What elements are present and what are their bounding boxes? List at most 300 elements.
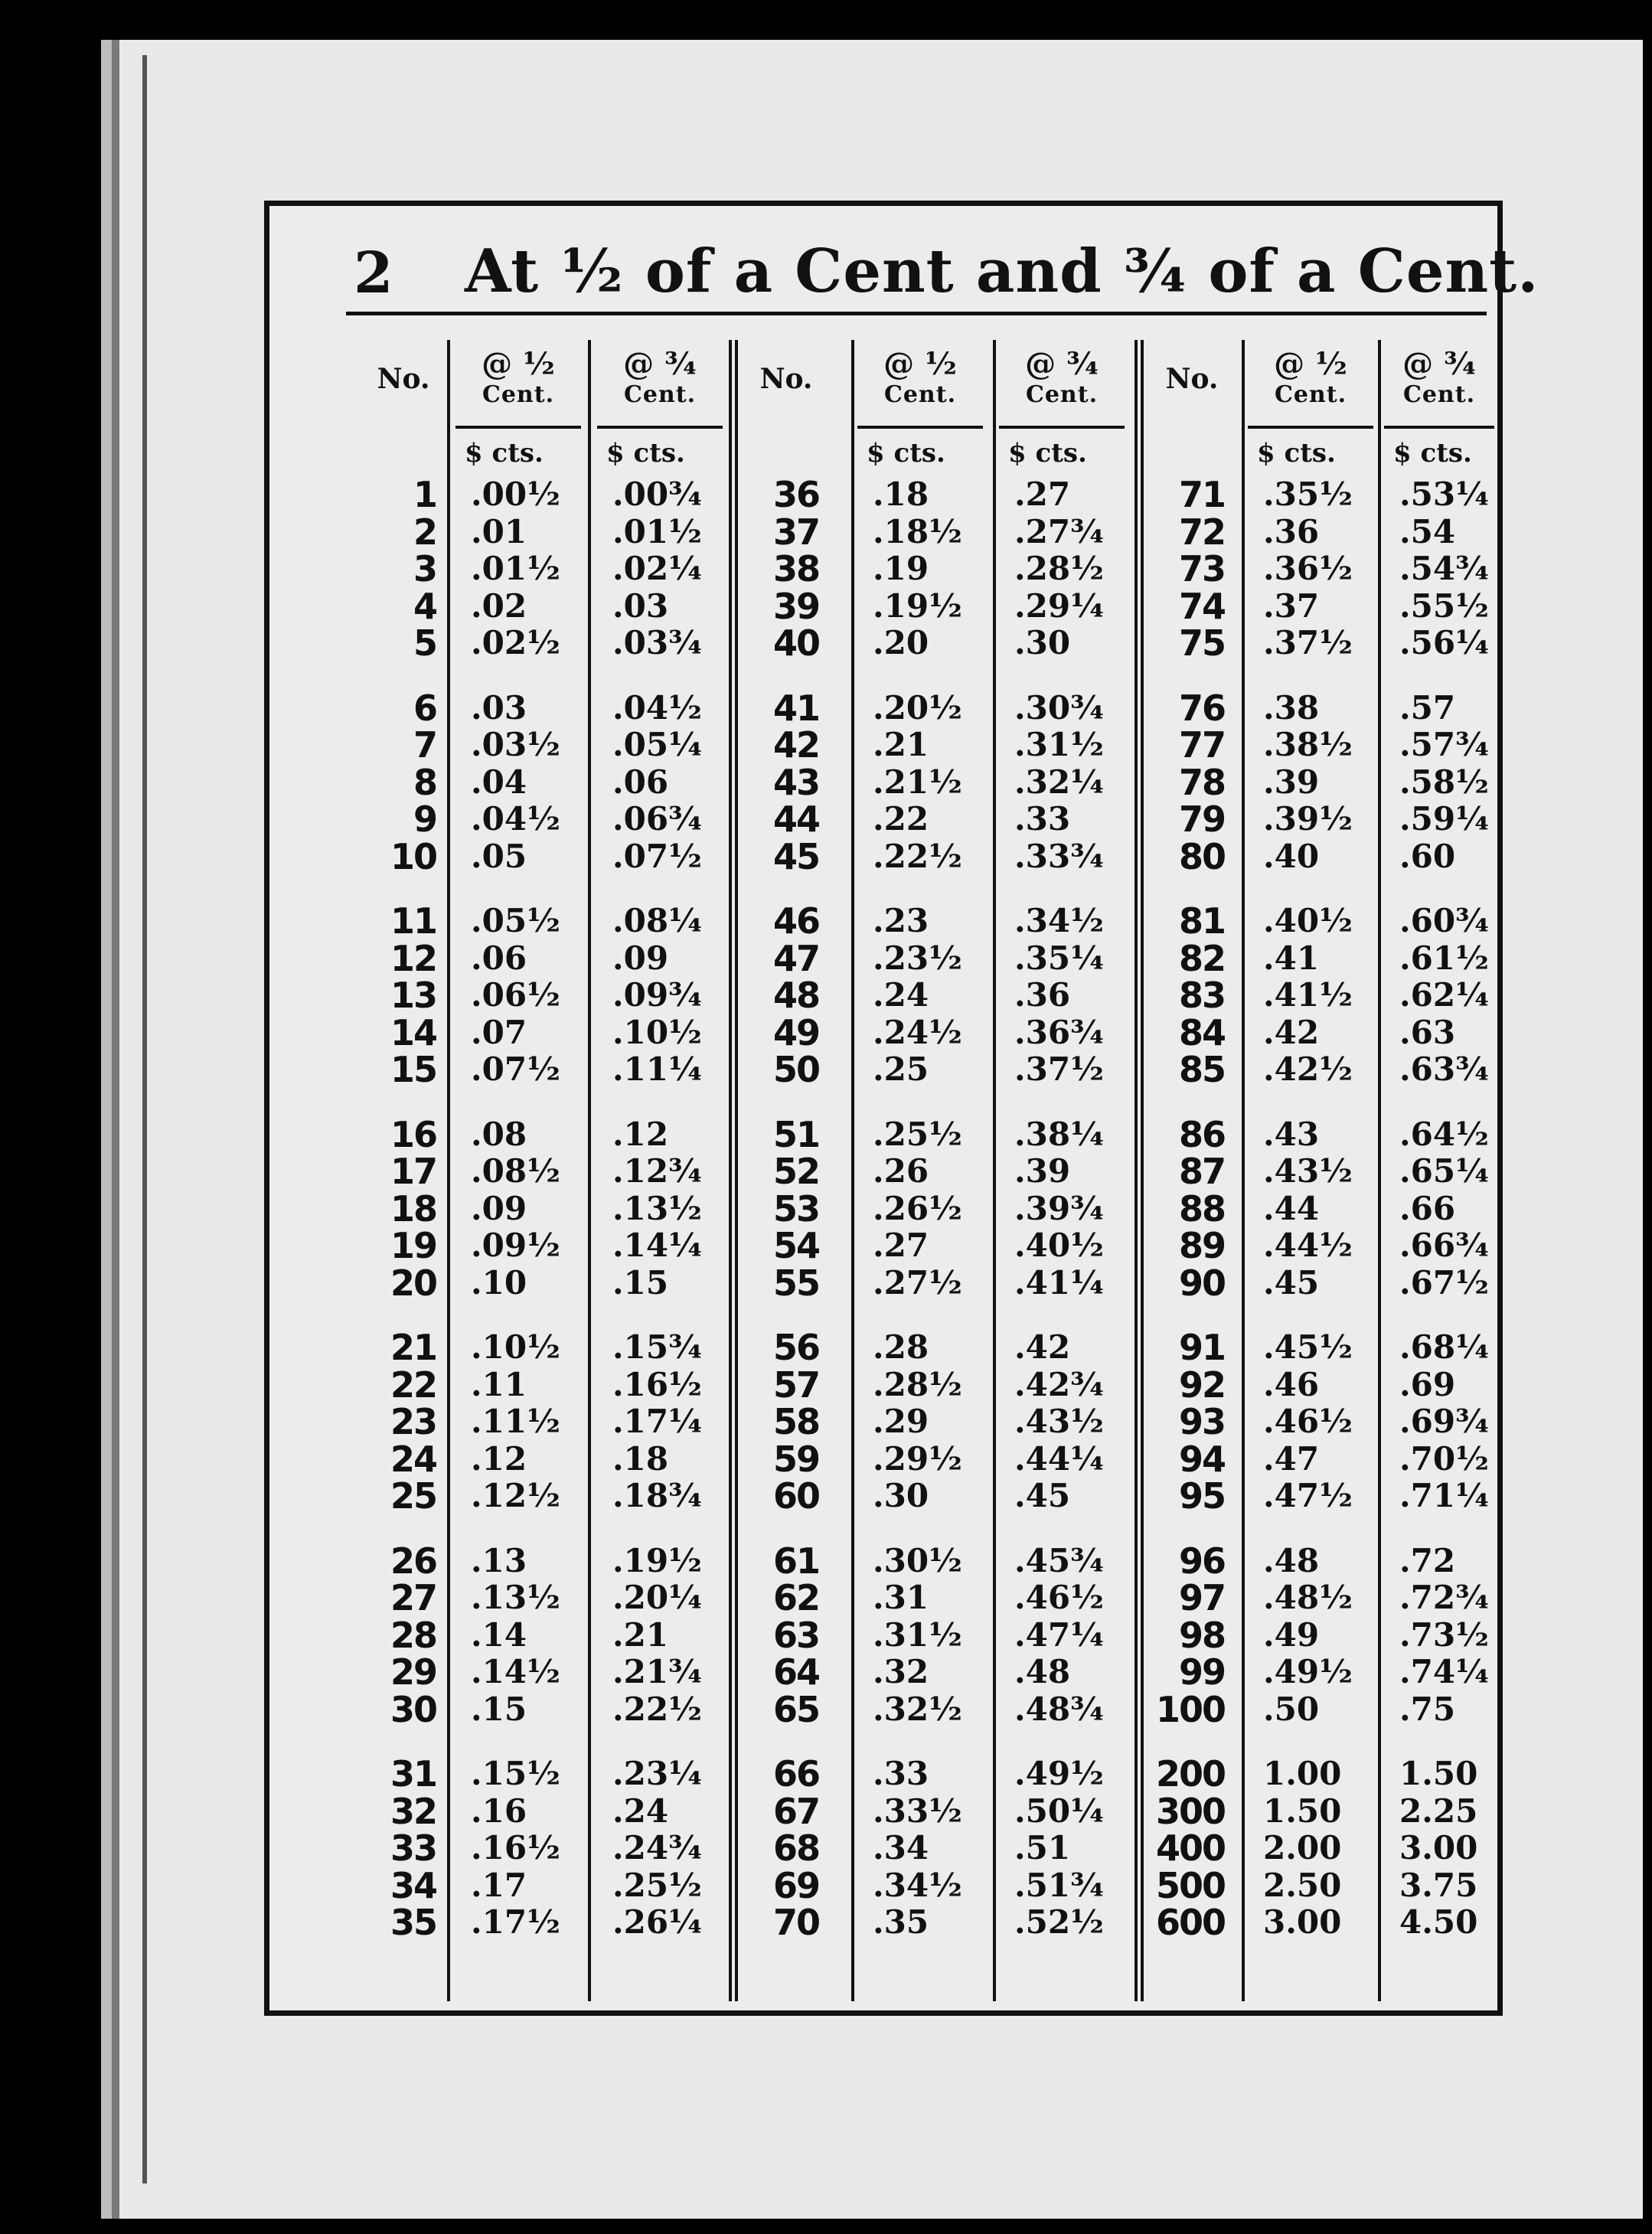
half-cent-value: .24: [873, 976, 929, 1014]
half-cent-header-at: @ ½: [482, 346, 555, 382]
unit-label: $ cts.: [465, 438, 544, 469]
row-block: [851, 1756, 989, 1942]
row-block: [354, 1113, 453, 1304]
row-block: [354, 476, 453, 662]
row-block: [591, 903, 729, 1089]
row-number: 71: [1178, 474, 1225, 515]
half-cent-value: .19½: [873, 586, 962, 625]
three-quarter-cent-header: [1378, 340, 1500, 428]
row-block: [993, 690, 1131, 876]
three-quarter-cent-column: [1378, 340, 1500, 1994]
row-number: 66: [772, 1753, 819, 1795]
row-number: 95: [1178, 1475, 1225, 1517]
row-block: [1142, 1540, 1242, 1730]
half-cent-value: .13½: [471, 1579, 560, 1616]
row-number: 78: [1178, 761, 1225, 803]
three-quarter-cent-value: .52½: [1014, 1903, 1104, 1941]
three-quarter-cent-value: .57: [1399, 688, 1456, 727]
row-number: 27: [390, 1577, 436, 1618]
half-cent-value: .02: [471, 586, 527, 625]
three-quarter-cent-value: .67½: [1399, 1263, 1489, 1302]
row-block: [851, 476, 989, 662]
half-cent-value: .48½: [1263, 1579, 1353, 1616]
row-number: 60: [772, 1475, 819, 1517]
row-number: 65: [772, 1688, 819, 1730]
row-number: 9: [413, 799, 436, 840]
three-quarter-cent-value: .15: [612, 1263, 669, 1302]
half-cent-value: .40½: [1263, 902, 1353, 939]
half-cent-value: .10: [471, 1263, 527, 1302]
row-number: 69: [772, 1864, 819, 1906]
half-cent-value: .05: [471, 837, 527, 875]
row-number: 18: [390, 1187, 436, 1230]
row-block: [591, 1756, 729, 1942]
row-block: [1142, 1113, 1242, 1304]
row-number: 13: [390, 975, 436, 1016]
row-number: 8: [413, 761, 436, 803]
row-number: 51: [772, 1113, 819, 1155]
half-cent-value: .31: [873, 1579, 929, 1616]
row-number: 92: [1178, 1364, 1225, 1406]
three-quarter-cent-value: .27: [1014, 475, 1071, 513]
half-cent-value: .21: [873, 726, 929, 763]
three-quarter-cent-value: .21: [612, 1615, 669, 1654]
half-cent-value: .46: [1263, 1365, 1320, 1403]
row-number: 22: [390, 1364, 436, 1406]
number-header: No.: [1165, 363, 1219, 395]
half-cent-value: .46½: [1263, 1403, 1353, 1440]
row-number: 74: [1178, 585, 1225, 627]
row-number: 5: [413, 622, 436, 664]
row-number: 4: [413, 585, 436, 627]
half-cent-value: .19: [873, 550, 929, 587]
row-number: 91: [1178, 1327, 1225, 1368]
row-number: 44: [772, 799, 819, 840]
row-number: 80: [1178, 835, 1225, 877]
half-cent-column: [851, 340, 989, 1994]
three-quarter-cent-value: .26¼: [612, 1903, 702, 1941]
three-quarter-cent-value: .66: [1399, 1189, 1456, 1227]
half-cent-value: .48: [1263, 1541, 1320, 1579]
unit-label: $ cts.: [1008, 438, 1087, 469]
row-number: 2: [413, 511, 436, 553]
row-block: [449, 1756, 587, 1942]
row-number: 81: [1178, 900, 1225, 942]
three-quarter-cent-value: .38¼: [1014, 1115, 1104, 1153]
three-quarter-cent-value: .35¼: [1014, 939, 1104, 977]
row-block: [1142, 1329, 1242, 1515]
half-cent-value: .33: [873, 1755, 929, 1792]
half-cent-value: .15: [471, 1690, 527, 1728]
half-cent-value: .09½: [471, 1226, 560, 1264]
half-cent-value: .15½: [471, 1755, 560, 1792]
row-number: 76: [1178, 687, 1225, 729]
row-block: [993, 476, 1131, 662]
three-quarter-cent-value: .18¾: [612, 1477, 702, 1514]
row-number: 43: [772, 761, 819, 803]
three-quarter-cent-value: 3.00: [1399, 1829, 1478, 1867]
three-quarter-cent-value: .45¾: [1014, 1541, 1104, 1579]
row-number: 24: [390, 1438, 436, 1480]
half-cent-header: [1242, 340, 1379, 428]
three-quarter-cent-value: .02¼: [612, 550, 702, 587]
row-number: 86: [1178, 1113, 1225, 1155]
header-rule: [1248, 426, 1373, 429]
half-cent-value: .27½: [873, 1263, 962, 1302]
row-block: [1142, 476, 1242, 662]
row-block: [591, 476, 729, 662]
row-block: [449, 690, 587, 876]
row-block: [851, 1543, 989, 1729]
row-number: 61: [772, 1540, 819, 1582]
row-block: [736, 1329, 836, 1515]
number-header: No.: [759, 363, 813, 395]
three-quarter-cent-value: .53¼: [1399, 475, 1489, 513]
half-cent-value: .42½: [1263, 1050, 1353, 1088]
row-number: 10: [390, 835, 436, 877]
header-rule: [597, 426, 723, 429]
three-quarter-cent-value: .03¾: [612, 624, 702, 661]
three-quarter-cent-value: .55½: [1399, 586, 1489, 625]
row-number: 62: [772, 1577, 819, 1618]
page-edge: [142, 55, 147, 2183]
three-quarter-cent-value: .66¾: [1399, 1226, 1489, 1264]
row-number: 82: [1178, 937, 1225, 979]
three-quarter-cent-value: .25½: [612, 1866, 702, 1904]
row-block: [1142, 687, 1242, 877]
row-block: [449, 1329, 587, 1515]
three-quarter-cent-value: .19½: [612, 1541, 702, 1579]
row-number: 52: [772, 1151, 819, 1192]
half-cent-header-at: @ ½: [883, 346, 957, 382]
number-column: [1142, 340, 1242, 1994]
half-cent-value: .12: [471, 1439, 527, 1478]
row-number: 21: [390, 1327, 436, 1368]
row-number: 46: [772, 900, 819, 942]
row-number: 87: [1178, 1151, 1225, 1192]
unit-label: $ cts.: [606, 438, 685, 469]
half-cent-value: 2.00: [1263, 1829, 1342, 1867]
table-group-1: [354, 340, 736, 1994]
half-cent-value: .14: [471, 1615, 527, 1654]
three-quarter-cent-value: .59¼: [1399, 800, 1489, 838]
three-quarter-cent-value: .29¼: [1014, 586, 1104, 625]
row-number: 14: [390, 1011, 436, 1053]
half-cent-value: .38½: [1263, 726, 1353, 763]
half-cent-value: .40: [1263, 837, 1320, 875]
half-cent-value: .10½: [471, 1328, 560, 1366]
three-quarter-cent-cells: [993, 476, 1131, 1969]
row-block: [591, 1116, 729, 1302]
row-number: 32: [390, 1790, 436, 1832]
half-cent-value: .49½: [1263, 1653, 1353, 1690]
three-quarter-cent-value: .69: [1399, 1365, 1456, 1403]
row-block: [736, 476, 836, 662]
row-number: 64: [772, 1651, 819, 1693]
row-number: 19: [390, 1225, 436, 1266]
three-quarter-cent-value: .60¾: [1399, 902, 1489, 939]
row-block: [1242, 903, 1379, 1089]
three-quarter-cent-value: .75: [1399, 1690, 1456, 1728]
row-number: 63: [772, 1614, 819, 1656]
row-block: [993, 903, 1131, 1089]
half-cent-header-at: @ ½: [1274, 346, 1347, 382]
half-cent-value: .36: [1263, 512, 1320, 550]
half-cent-value: .30½: [873, 1541, 962, 1579]
row-number: 77: [1178, 724, 1225, 766]
row-block: [591, 690, 729, 876]
row-number: 84: [1178, 1011, 1225, 1053]
half-cent-value: 3.00: [1263, 1903, 1342, 1941]
row-number: 37: [772, 511, 819, 553]
three-quarter-cent-value: .68¼: [1399, 1328, 1489, 1366]
row-block: [1242, 690, 1379, 876]
page-number: 2: [354, 240, 393, 306]
three-quarter-cent-value: .01½: [612, 512, 702, 550]
row-number: 11: [390, 900, 436, 942]
three-quarter-cent-header-at: @ ¾: [623, 346, 697, 382]
row-block: [851, 690, 989, 876]
three-quarter-cent-value: .36: [1014, 976, 1071, 1014]
half-cent-value: .35½: [1263, 475, 1353, 513]
half-cent-value: .34½: [873, 1866, 962, 1904]
row-block: [1378, 476, 1500, 662]
half-cent-value: .03½: [471, 726, 560, 763]
row-number: 45: [772, 835, 819, 877]
half-cent-value: .22: [873, 800, 929, 838]
half-cent-value: .00½: [471, 475, 560, 513]
three-quarter-cent-value: .73½: [1399, 1615, 1489, 1654]
three-quarter-cent-value: .57¾: [1399, 726, 1489, 763]
half-cent-value: .05½: [471, 902, 560, 939]
half-cent-value: .47½: [1263, 1477, 1353, 1514]
half-cent-column: [1242, 340, 1379, 1994]
three-quarter-cent-value: .15¾: [612, 1328, 702, 1366]
three-quarter-cent-header-cent: Cent.: [623, 381, 697, 408]
three-quarter-cent-value: .62¼: [1399, 976, 1489, 1014]
half-cent-value: .47: [1263, 1439, 1320, 1478]
three-quarter-cent-value: 3.75: [1399, 1866, 1478, 1904]
row-block: [993, 1756, 1131, 1942]
page-title: At ½ of a Cent and ¾ of a Cent.: [465, 237, 1539, 306]
row-number: 28: [390, 1614, 436, 1656]
table-frame: [264, 201, 1539, 2016]
row-number: 83: [1178, 975, 1225, 1016]
row-number: 54: [772, 1225, 819, 1266]
row-number: 17: [390, 1151, 436, 1192]
half-cent-value: .37: [1263, 586, 1320, 625]
row-block: [354, 900, 453, 1090]
half-cent-value: .30: [873, 1477, 929, 1514]
three-quarter-cent-value: 2.25: [1399, 1791, 1478, 1830]
row-block: [851, 1329, 989, 1515]
half-cent-value: .27: [873, 1226, 929, 1264]
row-block: [591, 1329, 729, 1515]
half-cent-value: .41: [1263, 939, 1320, 977]
three-quarter-cent-value: 4.50: [1399, 1903, 1478, 1941]
three-quarter-cent-header-cent: Cent.: [1025, 381, 1099, 408]
half-cent-value: .04½: [471, 800, 560, 838]
half-cent-value: .49: [1263, 1615, 1320, 1654]
three-quarter-cent-value: .56¼: [1399, 624, 1489, 661]
half-cent-value: .32½: [873, 1690, 962, 1728]
half-cent-value: .17½: [471, 1903, 560, 1941]
row-block: [851, 903, 989, 1089]
row-number: 47: [772, 937, 819, 979]
half-cent-cells: [1242, 476, 1379, 1969]
row-number: 58: [772, 1401, 819, 1442]
row-block: [1378, 1329, 1500, 1515]
half-cent-value: .28½: [873, 1365, 962, 1403]
half-cent-header: [449, 340, 587, 428]
three-quarter-cent-header-at: @ ¾: [1025, 346, 1099, 382]
half-cent-value: .06: [471, 939, 527, 977]
half-cent-value: .20: [873, 624, 929, 661]
half-cent-header-cent: Cent.: [883, 381, 957, 408]
half-cent-cells: [449, 476, 587, 1969]
row-number: 89: [1178, 1225, 1225, 1266]
half-cent-value: .07: [471, 1013, 527, 1051]
row-number: 70: [772, 1902, 819, 1943]
half-cent-value: .41½: [1263, 976, 1353, 1014]
number-cells: [354, 476, 453, 1969]
row-block: [993, 1543, 1131, 1729]
half-cent-value: .24½: [873, 1013, 962, 1051]
three-quarter-cent-value: .63¾: [1399, 1050, 1489, 1088]
row-block: [1142, 900, 1242, 1090]
three-quarter-cent-value: .60: [1399, 837, 1456, 875]
three-quarter-cent-value: .28½: [1014, 550, 1104, 587]
row-number: 3: [413, 548, 436, 590]
row-block: [1242, 1116, 1379, 1302]
three-quarter-cent-value: .34½: [1014, 902, 1104, 939]
half-cent-cells: [851, 476, 989, 1969]
three-quarter-cent-column: [993, 340, 1131, 1994]
number-cells: [1142, 476, 1242, 1969]
row-block: [1242, 1329, 1379, 1515]
row-number: 23: [390, 1401, 436, 1442]
half-cent-value: .04: [471, 763, 527, 801]
row-number: 200: [1155, 1753, 1225, 1795]
number-cells: [736, 476, 836, 1969]
number-column: [736, 340, 836, 1994]
half-cent-value: .45: [1263, 1263, 1320, 1302]
three-quarter-cent-header: [993, 340, 1131, 428]
row-number: 49: [772, 1011, 819, 1053]
half-cent-value: .03: [471, 688, 527, 727]
row-number: 26: [390, 1540, 436, 1582]
three-quarter-cent-value: .54: [1399, 512, 1456, 550]
half-cent-value: .43½: [1263, 1152, 1353, 1190]
row-number: 33: [390, 1827, 436, 1869]
half-cent-value: .08: [471, 1115, 527, 1153]
unit-label: $ cts.: [867, 438, 945, 469]
row-number: 90: [1178, 1262, 1225, 1304]
three-quarter-cent-value: .32¼: [1014, 763, 1104, 801]
three-quarter-cent-value: .20¼: [612, 1579, 702, 1616]
half-cent-value: .25½: [873, 1115, 962, 1153]
half-cent-value: .18: [873, 475, 929, 513]
three-quarter-cent-value: .47¼: [1014, 1615, 1104, 1654]
half-cent-value: .20½: [873, 688, 962, 727]
row-number: 34: [390, 1864, 436, 1906]
row-block: [449, 1116, 587, 1302]
half-cent-value: .44½: [1263, 1226, 1353, 1264]
three-quarter-cent-value: .72: [1399, 1541, 1456, 1579]
three-quarter-cent-value: .24: [612, 1791, 669, 1830]
three-quarter-cent-header: [591, 340, 729, 428]
three-quarter-cent-value: .69¾: [1399, 1403, 1489, 1440]
row-number: 97: [1178, 1577, 1225, 1618]
half-cent-value: .37½: [1263, 624, 1353, 661]
row-number: 75: [1178, 622, 1225, 664]
row-number: 94: [1178, 1438, 1225, 1480]
half-cent-value: .01: [471, 512, 527, 550]
half-cent-value: .08½: [471, 1152, 560, 1190]
half-cent-value: .07½: [471, 1050, 560, 1088]
half-cent-value: .01½: [471, 550, 560, 587]
three-quarter-cent-value: .45: [1014, 1477, 1071, 1514]
row-number: 7: [413, 724, 436, 766]
half-cent-value: 2.50: [1263, 1866, 1342, 1904]
header-rule: [857, 426, 983, 429]
header-rule: [1384, 426, 1494, 429]
half-cent-value: .29: [873, 1403, 929, 1440]
half-cent-value: .43: [1263, 1115, 1320, 1153]
three-quarter-cent-value: .54¾: [1399, 550, 1489, 587]
half-cent-value: .42: [1263, 1013, 1320, 1051]
three-quarter-cent-value: .04½: [612, 688, 702, 727]
row-block: [851, 1116, 989, 1302]
half-cent-value: .18½: [873, 512, 962, 550]
three-quarter-cent-value: .65¼: [1399, 1152, 1489, 1190]
three-quarter-cent-value: .74¼: [1399, 1653, 1489, 1690]
half-cent-value: .26: [873, 1152, 929, 1190]
half-cent-value: 1.00: [1263, 1755, 1342, 1792]
title-divider: [346, 312, 1487, 315]
half-cent-value: .12½: [471, 1477, 560, 1514]
table-group-2: [736, 340, 1142, 1994]
three-quarter-cent-value: 1.50: [1399, 1755, 1478, 1792]
half-cent-value: .39: [1263, 763, 1320, 801]
three-quarter-cent-cells: [1378, 476, 1500, 1969]
row-number: 57: [772, 1364, 819, 1406]
half-cent-value: .16½: [471, 1829, 560, 1867]
three-quarter-cent-value: .27¾: [1014, 512, 1104, 550]
row-number: 85: [1178, 1049, 1225, 1090]
three-quarter-cent-value: .10½: [612, 1013, 702, 1051]
half-cent-value: .34: [873, 1829, 929, 1867]
half-cent-value: .38: [1263, 688, 1320, 727]
three-quarter-cent-value: .23¼: [612, 1755, 702, 1792]
three-quarter-cent-value: .00¾: [612, 475, 702, 513]
three-quarter-cent-value: .06: [612, 763, 669, 801]
half-cent-value: .25: [873, 1050, 929, 1088]
row-number: 56: [772, 1327, 819, 1368]
three-quarter-cent-value: .24¾: [612, 1829, 702, 1867]
three-quarter-cent-value: .17¼: [612, 1403, 702, 1440]
half-cent-value: .22½: [873, 837, 962, 875]
three-quarter-cent-value: .18: [612, 1439, 669, 1478]
row-block: [591, 1543, 729, 1729]
half-cent-header-cent: Cent.: [1274, 381, 1347, 408]
half-cent-value: .23: [873, 902, 929, 939]
row-block: [736, 900, 836, 1090]
row-number: 41: [772, 687, 819, 729]
row-block: [1242, 1543, 1379, 1729]
three-quarter-cent-value: .33¾: [1014, 837, 1104, 875]
three-quarter-cent-value: .48: [1014, 1653, 1071, 1690]
